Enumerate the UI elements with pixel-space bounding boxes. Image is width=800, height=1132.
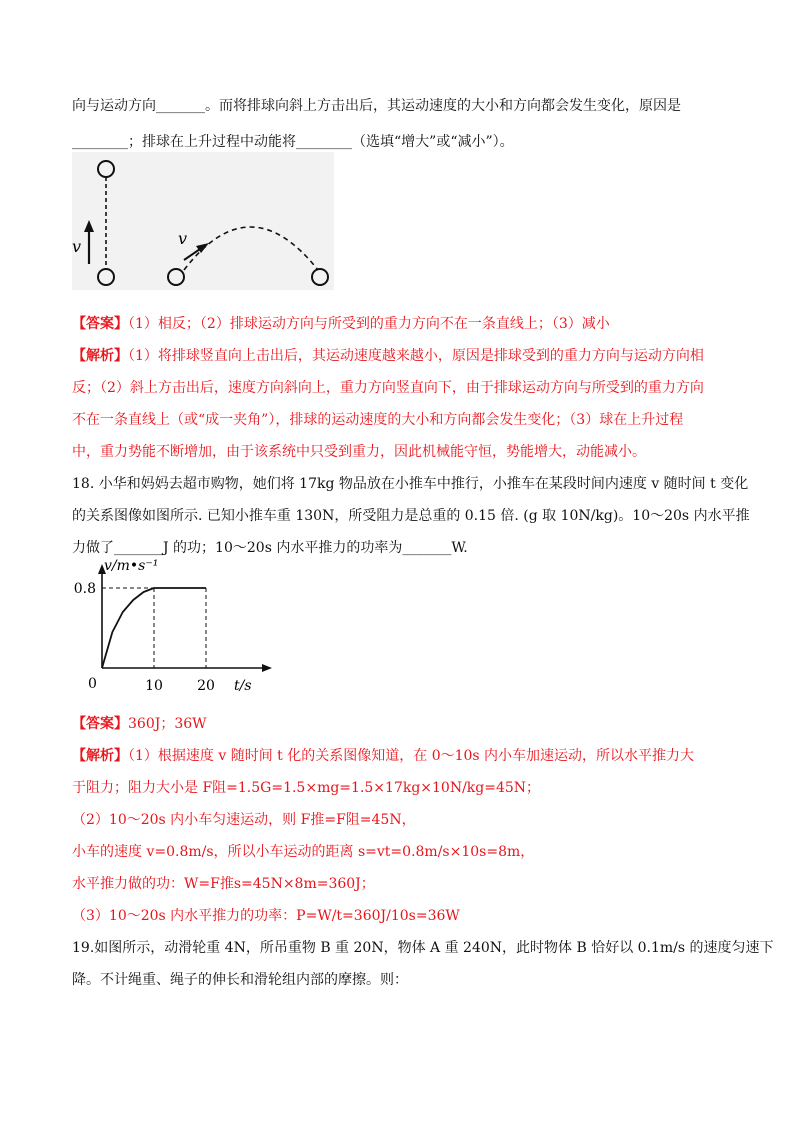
q18-analysis-line-6: （3）10～20s 内水平推力的功率：P=W/t=360J/10s=36W: [72, 908, 460, 924]
q19-text-line-2: 降。不计绳重、绳子的伸长和滑轮组内部的摩擦。则：: [72, 972, 408, 988]
answer-tag: 【答案】: [72, 316, 128, 332]
q18-analysis-line-4: 小车的速度 v=0.8m/s，所以小车运动的距离 s=vt=0.8m/s×10s=8m，: [72, 844, 535, 860]
figure-background: [72, 152, 334, 290]
answer-text: （1）相反；（2）排球运动方向与所受到的重力方向不在一条直线上；（3）减小: [128, 316, 610, 332]
origin-label: 0: [88, 676, 97, 692]
q18-text-line-3: 力做了_______J 的功；10～20s 内水平推力的功率为_______W.: [72, 540, 468, 556]
q19-text-line-1: 19.如图所示，动滑轮重 4N，所吊重物 B 重 20N，物体 A 重 240N，此时物体 B 恰好以 0.1m/s 的速度匀速下: [72, 940, 774, 956]
q18-text-line-1: 18. 小华和妈妈去超市购物，她们将 17kg 物品放在小推车中推行，小推车在某段时间内速度 v 随时间 t 变化: [72, 476, 749, 492]
analysis-text: （1）将排球竖直向上击出后，其运动速度越来越小，原因是排球受到的重力方向与运动方向相: [128, 348, 704, 364]
q18-analysis-line-5: 水平推力做的功：W=F推s=45N×8m=360J；: [72, 876, 375, 892]
analysis-tag: 【解析】: [72, 748, 128, 764]
y-axis-label: v/m•s⁻¹: [104, 558, 159, 574]
q18-analysis-line-1: [72, 746, 694, 766]
q18-analysis-line-2: 于阻力；阻力大小是 F阻=1.5G=1.5×mg=1.5×17kg×10N/kg=45N；: [72, 780, 541, 796]
analysis-text: （1）根据速度 v 随时间 t 化的关系图像知道，在 0～10s 内小车加速运动，所以水平推力大: [128, 748, 695, 764]
q18-answer: [72, 714, 207, 734]
v-label-right: v: [178, 229, 188, 248]
q17-text-line-2: ________；排球在上升过程中动能将________（选填“增大”或“减小”）。: [72, 134, 514, 150]
x-axis-label: t/s: [234, 678, 252, 694]
velocity-series-line: [102, 588, 206, 668]
q17-answer: [72, 314, 610, 334]
v-label-left: v: [72, 237, 82, 256]
x-tick-20: 20: [197, 678, 215, 694]
q17-analysis-line-1: [72, 346, 704, 366]
q17-analysis-line-4: 中，重力势能不断增加，由于该系统中只受到重力，因此机械能守恒，势能增大，动能减小。: [72, 444, 646, 460]
q17-text-line-1: 向与运动方向_______。而将排球向斜上方击出后，其运动速度的大小和方向都会发生变化，原因是: [72, 98, 681, 114]
vt-chart: [73, 556, 286, 696]
q17-analysis-line-2: 反；（2）斜上方击出后，速度方向斜向上，重力方向竖直向下，由于排球运动方向与所受到的重力方向: [72, 380, 704, 396]
x-tick-10: 10: [145, 678, 163, 694]
q18-analysis-line-3: （2）10～20s 内小车匀速运动，则 F推=F阻=45N，: [72, 812, 416, 828]
q17-analysis-line-3: 不在一条直线上（或“成一夹角”），排球的运动速度的大小和方向都会发生变化；（3）球在上升过程: [72, 412, 684, 428]
answer-tag: 【答案】: [72, 716, 128, 732]
x-axis-arrow-icon: [262, 664, 272, 672]
answer-text: 360J；36W: [128, 716, 207, 732]
y-tick-0-8: 0.8: [73, 581, 96, 597]
q18-text-line-2: 的关系图像如图所示. 已知小推车重 130N，所受阻力是总重的 0.15 倍. (g 取 10N/kg)。10～20s 内水平推: [72, 508, 750, 524]
analysis-tag: 【解析】: [72, 348, 128, 364]
q17-volleyball-figure: [72, 152, 334, 290]
